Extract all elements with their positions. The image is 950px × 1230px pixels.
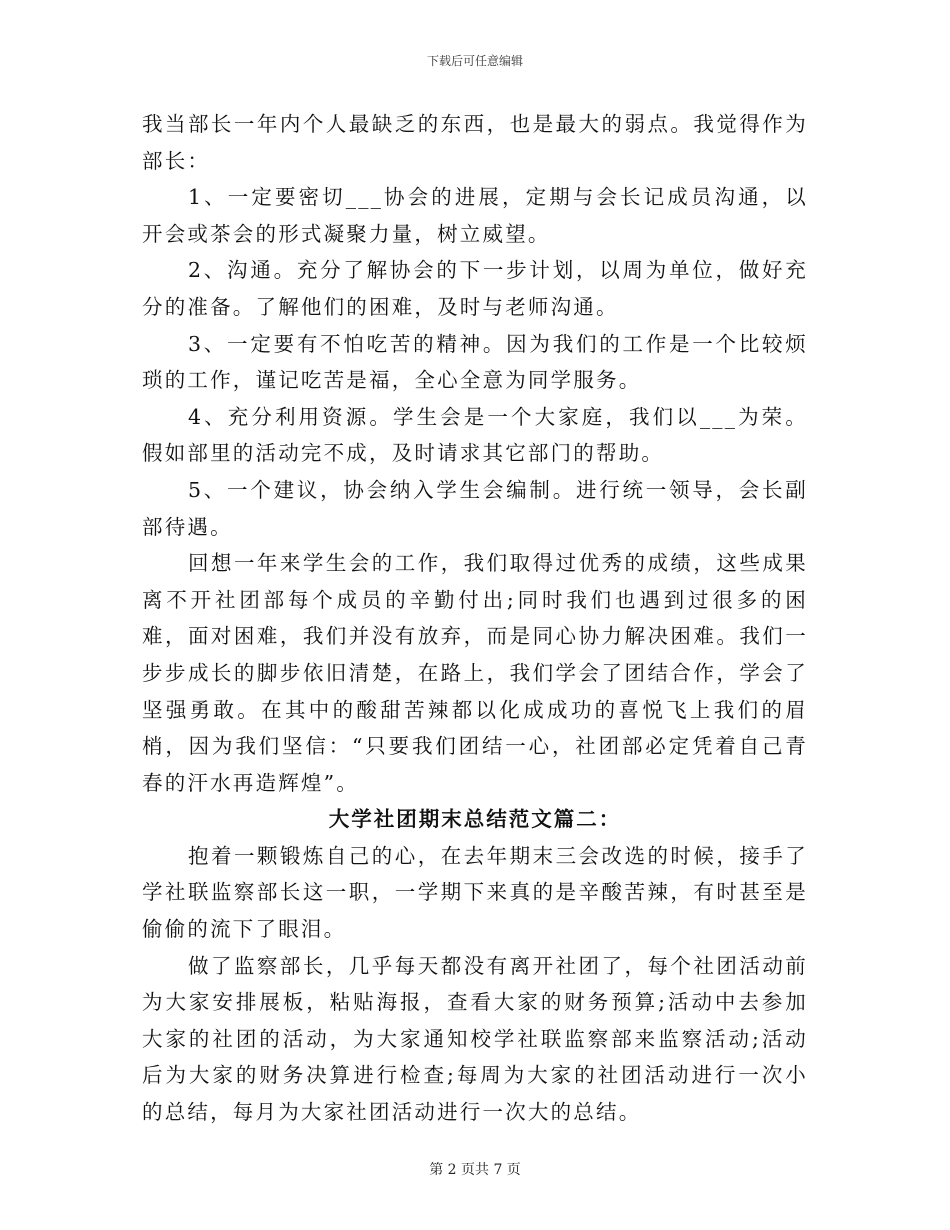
list-item-4: 4、充分利用资源。学生会是一个大家庭，我们以___为荣。假如部里的活动完不成，及时请求其它部门的帮助。: [142, 404, 808, 466]
paragraph-section2-2: 做了监察部长，几乎每天都没有离开社团了，每个社团活动前为大家安排展板，粘贴海报，查看大家的财务预算;活动中去参加大家的社团的活动，为大家通知校学社联监察部来监察活动;活动后为大家的财务决算进行检查;每周为大家的社团活动进行一次小的总结，每月为大家社团活动进行一次大的总结。: [142, 953, 808, 1125]
list-item-5: 5、一个建议，协会纳入学生会编制。进行统一领导，会长副部待遇。: [142, 477, 808, 539]
section-title: 大学社团期末总结范文篇二：: [328, 807, 622, 832]
list-item-1: 1、一定要密切___协会的进展，定期与会长记成员沟通，以开会或茶会的形式凝聚力量，树立威望。: [142, 185, 808, 246]
list-item-2: 2、沟通。充分了解协会的下一步计划，以周为单位，做好充分的准备。了解他们的困难，及时与老师沟通。: [142, 258, 808, 319]
page-header: 下载后可任意编辑: [426, 54, 523, 68]
document-body: [142, 106, 808, 1131]
paragraph-review: 回想一年来学生会的工作，我们取得过优秀的成绩，这些成果离不开社团部每个成员的辛勤付出;同时我们也遇到过很多的困难，面对困难，我们并没有放弃，而是同心协力解决困难。我们一步步成长的脚步依旧清楚，在路上，我们学会了团结合作，学会了坚强勇敢。在其中的酸甜苦辣都以化成成功的喜悦飞上我们的眉梢，因为我们坚信：“只要我们团结一心，社团部必定凭着自己青春的汗水再造辉煌”。: [142, 551, 808, 795]
page-footer: 第 2 页共 7 页: [429, 1162, 521, 1178]
paragraph-intro: 我当部长一年内个人最缺乏的东西，也是最大的弱点。我觉得作为部长：: [142, 112, 808, 173]
list-item-3: 3、一定要有不怕吃苦的精神。因为我们的工作是一个比较烦琐的工作，谨记吃苦是福，全心全意为同学服务。: [142, 331, 808, 393]
paragraph-section2-1: 抱着一颗锻炼自己的心，在去年期末三会改选的时候，接手了学社联监察部长这一职，一学期下来真的是辛酸苦辣，有时甚至是偷偷的流下了眼泪。: [142, 843, 808, 942]
